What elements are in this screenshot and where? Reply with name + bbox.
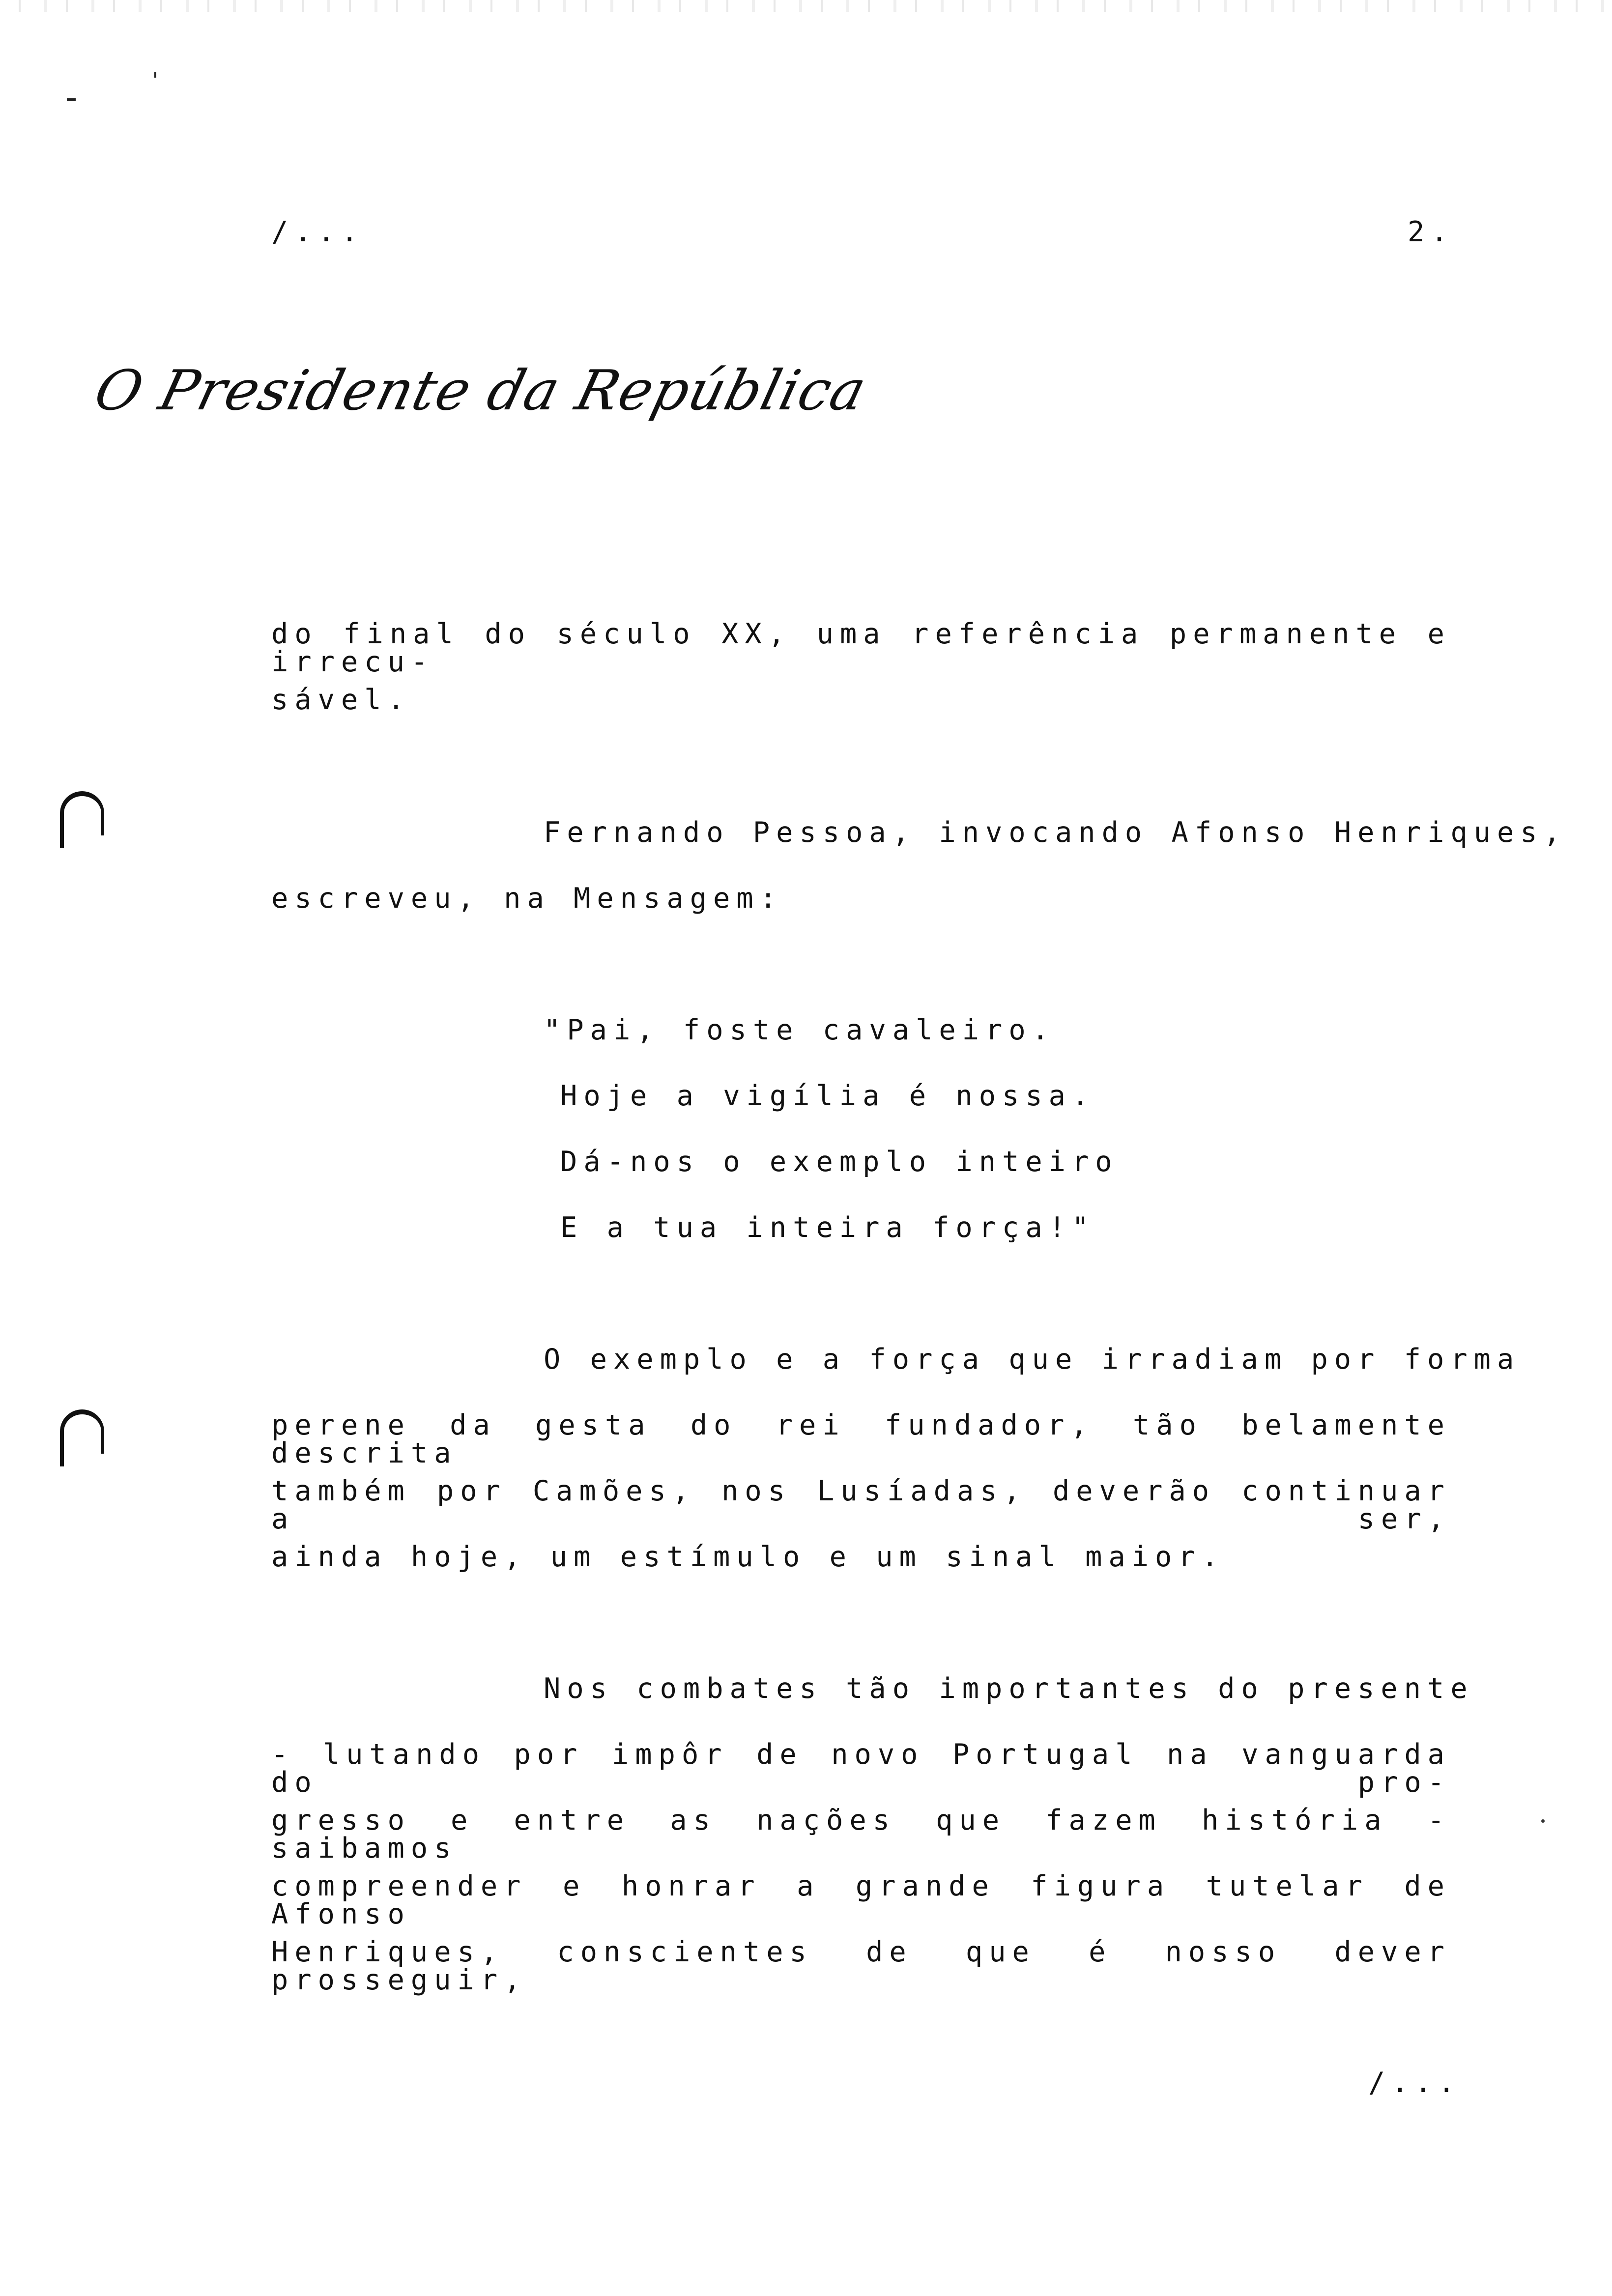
paragraph-4-line-3: gresso e entre as nações que fazem história - saibamos	[271, 1804, 1451, 1865]
paragraph-4-line-1: Nos combates tão importantes do presente	[544, 1672, 1474, 1705]
paragraph-1-line-2: sável.	[271, 684, 411, 716]
scan-edge-noise	[0, 0, 1612, 12]
scan-mark	[154, 72, 156, 78]
quote-line-4: E a tua inteira força!"	[560, 1211, 1095, 1244]
letterhead-title: O Presidente da República	[88, 359, 873, 423]
paragraph-3-line-4: ainda hoje, um estímulo e um sinal maior.	[271, 1541, 1225, 1573]
paragraph-3-line-2: perene da gesta do rei fundador, tão belamente descrita	[271, 1409, 1451, 1469]
scan-mark	[67, 98, 76, 101]
paragraph-3-line-1: O exemplo e a força que irradiam por forma	[544, 1343, 1521, 1376]
paragraph-2-line-2: escreveu, na Mensagem:	[271, 882, 783, 915]
quote-line-2: Hoje a vigília é nossa.	[560, 1080, 1095, 1112]
paragraph-3-line-3: também por Camões, nos Lusíadas, deverão continuar a ser,	[271, 1475, 1451, 1535]
header-continuation-mark: /...	[271, 216, 365, 248]
quote-line-1: "Pai, foste cavaleiro.	[544, 1014, 1055, 1046]
paragraph-1-line-1: do final do século XX, uma referência permanente e irrecu-	[271, 618, 1451, 678]
footer-continuation-mark: /...	[1368, 2066, 1462, 2099]
page-number: 2.	[1408, 216, 1454, 248]
paragraph-2-line-1: Fernando Pessoa, invocando Afonso Henriques,	[544, 816, 1567, 849]
scan-speck	[1541, 1819, 1545, 1823]
paragraph-4-line-4: compreender e honrar a grande figura tutelar de Afonso	[271, 1870, 1451, 1930]
punch-hole-mark	[60, 1409, 104, 1454]
paragraph-4-line-5: Henriques, conscientes de que é nosso dever prosseguir,	[271, 1936, 1451, 1996]
paragraph-4-line-2: - lutando por impôr de novo Portugal na vanguarda do pro-	[271, 1738, 1451, 1799]
quote-line-3: Dá-nos o exemplo inteiro	[560, 1146, 1119, 1178]
punch-hole-mark	[60, 791, 104, 835]
